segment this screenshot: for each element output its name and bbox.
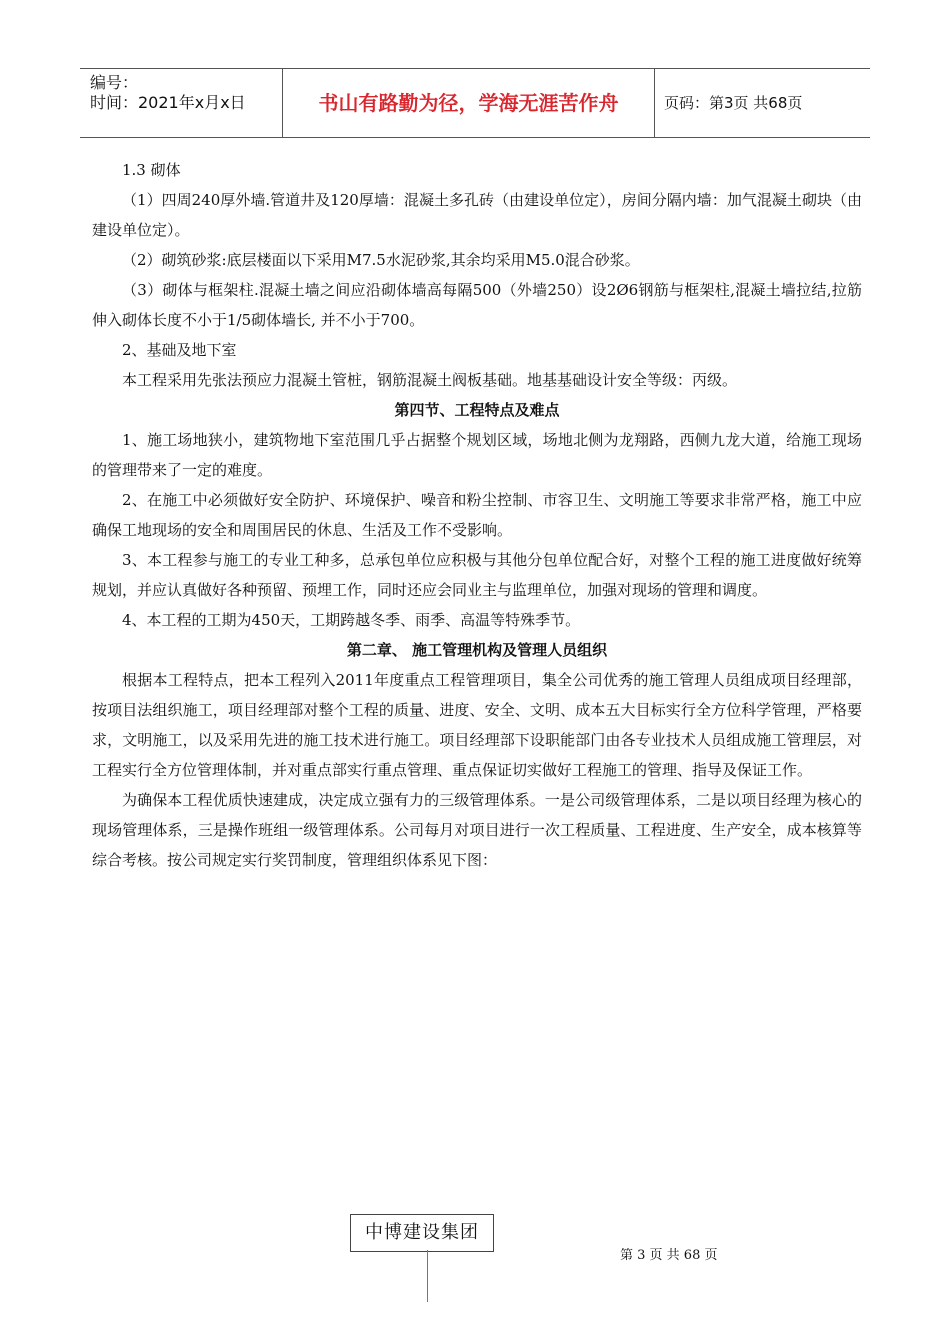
document-date-label: 时间：2021年x月x日 [90,93,246,112]
paragraph: （3）砌体与框架柱.混凝土墙之间应沿砌体墙高每隔500（外墙250）设2Ø6钢筋与框架柱,混凝土墙拉结,拉筋伸入砌体长度不小于1/5砌体墙长, 并不小于700。 [92,281,862,329]
footer-line [427,1250,428,1302]
paragraph: 为确保本工程优质快速建成，决定成立强有力的三级管理体系。一是公司级管理体系，二是以项目经理为核心的现场管理体系，三是操作班组一级管理体系。公司每月对项目进行一次工程质量、工程进度、生产安全，成本核算等综合考核。按公司规定实行奖罚制度，管理组织体系见下图： [92,791,862,869]
paragraph: 2、基础及地下室 [122,341,237,359]
paragraph: （2）砌筑砂浆:底层楼面以下采用M7.5水泥砂浆,其余均采用M5.0混合砂浆。 [122,251,640,269]
paragraph: 2、在施工中必须做好安全防护、环境保护、噪音和粉尘控制、市容卫生、文明施工等要求非常严格，施工中应确保工地现场的安全和周围居民的休息、生活及工作不受影响。 [92,491,862,539]
paragraph: 1.3 砌体 [122,161,181,179]
header-meta [80,69,280,137]
paragraph: 本工程采用先张法预应力混凝土管桩，钢筋混凝土阀板基础。地基基础设计安全等级：丙级。 [122,371,738,389]
paragraph: 1、施工场地狭小，建筑物地下室范围几乎占据整个规划区域，场地北侧为龙翔路，西侧九龙大道，给施工现场的管理带来了一定的难度。 [92,431,862,479]
page-header [80,68,870,138]
section-heading: 第二章、 施工管理机构及管理人员组织 [346,641,608,659]
header-slogan: 书山有路勤为径，学海无涯苦作舟 [318,91,619,115]
paragraph: 3、本工程参与施工的专业工种多，总承包单位应积极与其他分包单位配合好，对整个工程的施工进度做好统筹规划，并应认真做好各种预留、预埋工作，同时还应会同业主与监理单位，加强对现场的管理和调度。 [92,551,862,599]
company-logo-box: 中博建设集团 [350,1214,494,1252]
paragraph: 根据本工程特点，把本工程列入2011年度重点工程管理项目，集全公司优秀的施工管理人员组成项目经理部，按项目法组织施工，项目经理部对整个工程的质量、进度、安全、文明、成本五大目标实行全方位科学管理，严格要求，文明施工，以及采用先进的施工技术进行施工。项目经理部下设职能部门由各专业技术人员组成施工管理层，对工程实行全方位管理体制，并对重点部实行重点管理、重点保证切实做好工程施工的管理、指导及保证工作。 [92,671,862,779]
document-body [92,155,862,875]
paragraph: 4、本工程的工期为450天，工期跨越冬季、雨季、高温等特殊季节。 [122,611,581,629]
section-heading: 第四节、工程特点及难点 [394,401,560,419]
header-divider [654,69,655,137]
footer-page-number: 第 3 页 共 68 页 [620,1248,718,1263]
paragraph: （1）四周240厚外墙.管道井及120厚墙：混凝土多孔砖（由建设单位定），房间分隔内墙：加气混凝土砌块（由建设单位定）。 [92,191,862,239]
document-number-label: 编号： [90,73,139,92]
header-page-number: 页码：第3页 共68页 [664,94,803,112]
